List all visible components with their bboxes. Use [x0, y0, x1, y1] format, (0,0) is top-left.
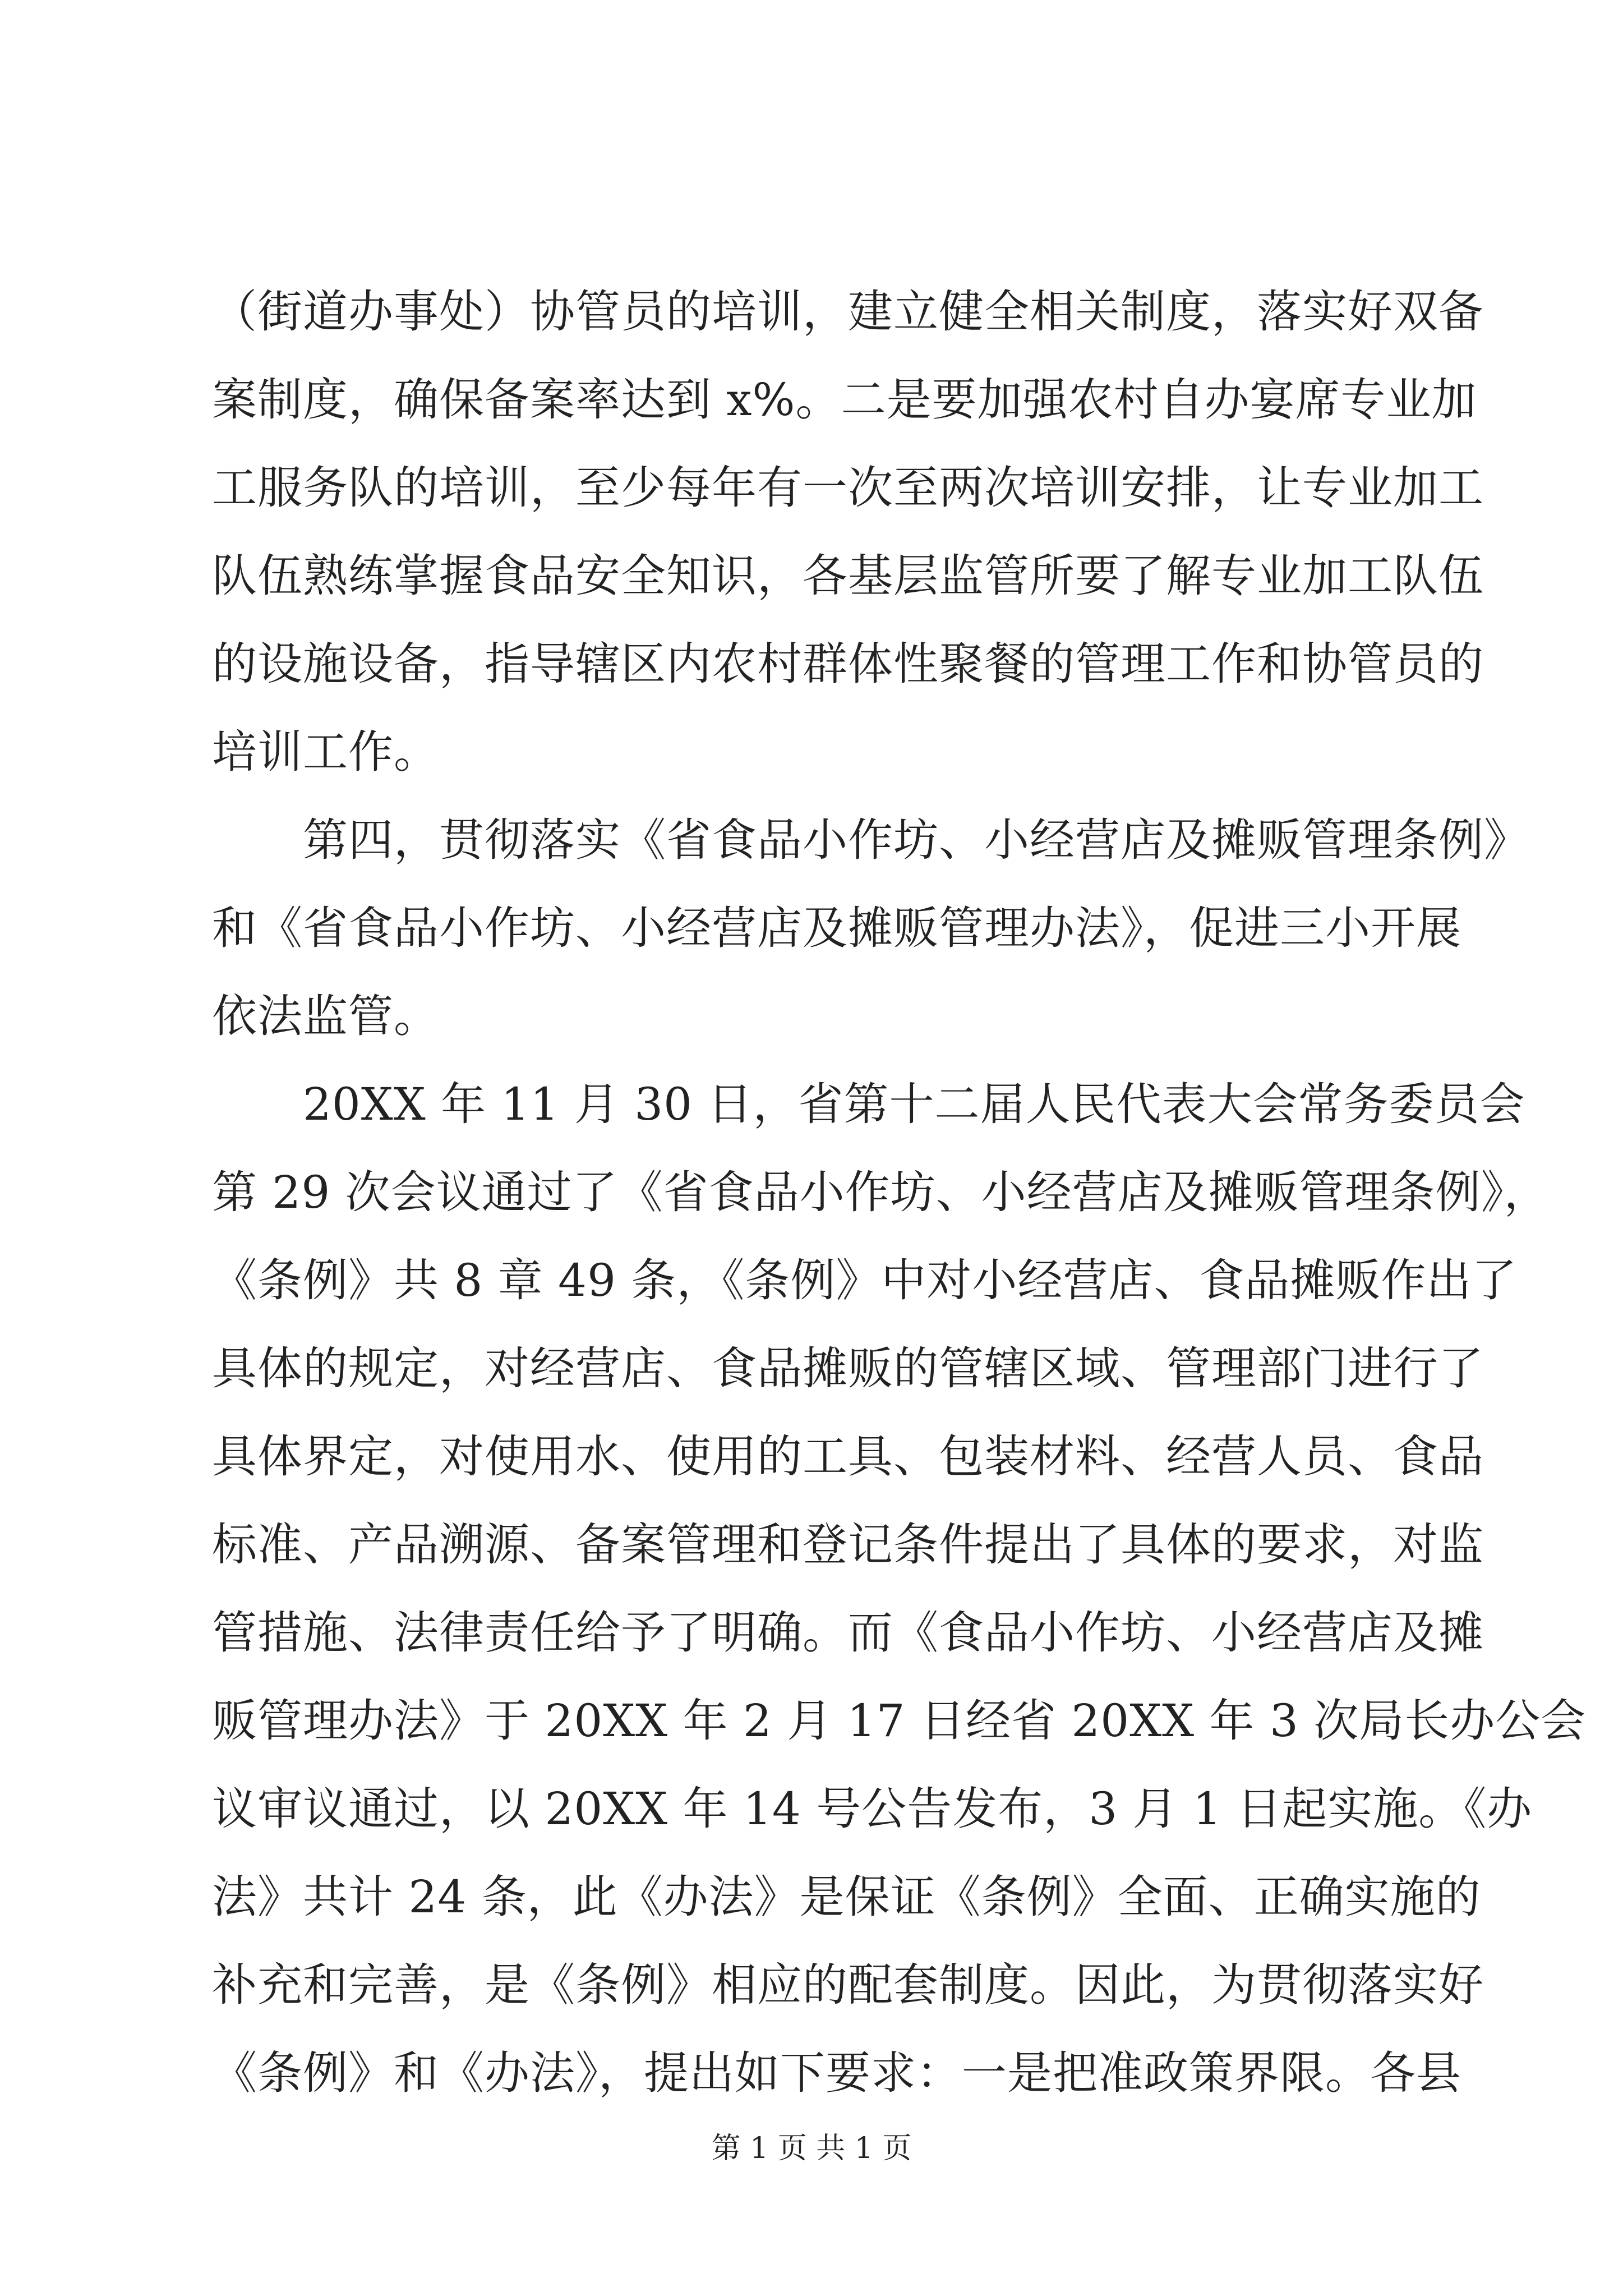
- text-line: 依法监管。: [212, 990, 439, 1042]
- text-line: 工服务队的培训，至少每年有一次至两次培训安排，让专业加工: [212, 462, 1484, 514]
- text-line: 第 29 次会议通过了《省食品小作坊、小经营店及摊贩管理条例》，: [212, 1166, 1550, 1218]
- text-line: 具体界定，对使用水、使用的工具、包装材料、经营人员、食品: [212, 1430, 1484, 1483]
- text-line: 20XX 年 11 月 30 日，省第十二届人民代表大会常务委员会: [212, 1078, 1525, 1130]
- text-line: （街道办事处）协管员的培训，建立健全相关制度，落实好双备: [212, 286, 1484, 338]
- text-line: 《条例》和《办法》，提出如下要求：一是把准政策界限。各县: [212, 2047, 1461, 2099]
- text-line: 案制度，确保备案率达到 x%。二是要加强农村自办宴席专业加: [212, 374, 1477, 426]
- text-line: 和《省食品小作坊、小经营店及摊贩管理办法》，促进三小开展: [212, 902, 1461, 954]
- text-line: 补充和完善，是《条例》相应的配套制度。因此，为贯彻落实好: [212, 1959, 1484, 2011]
- text-line: 具体的规定，对经营店、食品摊贩的管辖区域、管理部门进行了: [212, 1342, 1484, 1395]
- text-line: 的设施设备，指导辖区内农村群体性聚餐的管理工作和协管员的: [212, 638, 1484, 690]
- text-line: 第四，贯彻落实《省食品小作坊、小经营店及摊贩管理条例》: [212, 814, 1529, 866]
- text-line: 贩管理办法》于 20XX 年 2 月 17 日经省 20XX 年 3 次局长办公会: [212, 1695, 1587, 1747]
- text-line: 标准、产品溯源、备案管理和登记条件提出了具体的要求，对监: [212, 1519, 1484, 1571]
- page-number-footer: 第 1 页 共 1 页: [711, 2132, 912, 2165]
- text-line: 议审议通过，以 20XX 年 14 号公告发布，3 月 1 日起实施。《办: [212, 1783, 1533, 1835]
- text-line: 法》共计 24 条，此《办法》是保证《条例》全面、正确实施的: [212, 1871, 1481, 1923]
- text-line: 培训工作。: [212, 726, 439, 778]
- text-line: 管措施、法律责任给予了明确。而《食品小作坊、小经营店及摊: [212, 1607, 1484, 1659]
- text-line: 《条例》共 8 章 49 条，《条例》中对小经营店、食品摊贩作出了: [212, 1254, 1518, 1306]
- text-line: 队伍熟练掌握食品安全知识，各基层监管所要了解专业加工队伍: [212, 550, 1484, 602]
